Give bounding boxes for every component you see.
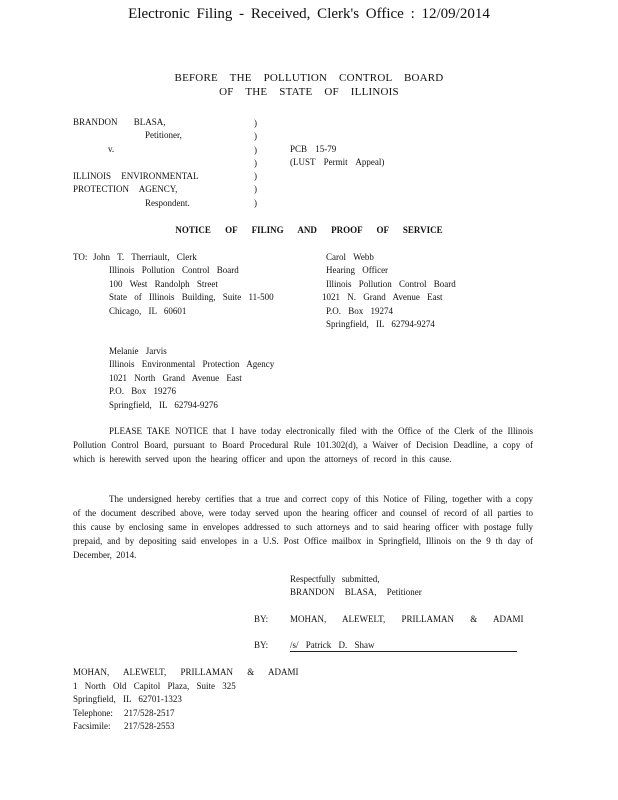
recipient-agency-line4: P.O. Box 19276 (109, 386, 177, 396)
recipient-agency-line5: Springfield, IL 62794-9276 (109, 400, 218, 410)
respectfully-submitted: Respectfully submitted, (290, 574, 380, 584)
recipient-hearing-line5: P.O. Box 19274 (326, 306, 394, 316)
firm-address1: 1 North Old Capitol Plaza, Suite 325 (73, 681, 236, 691)
recipient-hearing-line6: Springfield, IL 62794-9274 (326, 319, 435, 329)
firm-facsimile: 217/528-2553 (124, 721, 175, 731)
respondent-line2: PROTECTION AGENCY, (73, 184, 178, 194)
recipient-clerk-line5: Chicago, IL 60601 (109, 306, 187, 316)
signature-line (290, 651, 517, 652)
recipient-hearing-line4: 1021 N. Grand Avenue East (322, 292, 443, 302)
recipient-clerk-line2: Illinois Pollution Control Board (109, 265, 239, 275)
respondent-line1: ILLINOIS ENVIRONMENTAL (73, 171, 199, 181)
firm-address2: Springfield, IL 62701-1323 (73, 694, 182, 704)
recipient-agency-line3: 1021 North Grand Avenue East (109, 373, 242, 383)
court-title-line1: BEFORE THE POLLUTION CONTROL BOARD (174, 72, 444, 84)
recipient-hearing-line3: Illinois Pollution Control Board (326, 279, 456, 289)
petitioner-name: BRANDON BLASA, (73, 117, 166, 127)
notice-paragraph: PLEASE TAKE NOTICE that I have today electronically filed with the Office of the Clerk of the Illinois Pollution Control Board, pursuant to Board Procedural Rule 101.302(d), a Waiver of Decision Deadline, a copy of which is herewith served upon the hearing officer and upon the attorneys of record in this cause. (73, 426, 533, 464)
recipient-hearing-line1: Carol Webb (326, 252, 374, 262)
signature-party: BRANDON BLASA, Petitioner (290, 587, 422, 597)
petitioner-role: Petitioner, (145, 130, 182, 140)
to-label: TO: (73, 252, 88, 262)
recipient-agency-line1: Melanie Jarvis (109, 346, 167, 356)
caption-paren-column: ) ) ) ) ) ) ) (254, 118, 257, 208)
case-number: PCB 15-79 (290, 144, 337, 154)
recipient-clerk-line3: 100 West Randolph Street (109, 279, 218, 289)
notice-title: NOTICE OF FILING AND PROOF OF SERVICE (175, 225, 443, 235)
by-label-firm: BY: (254, 614, 269, 624)
respondent-role: Respondent. (145, 198, 190, 208)
electronic-signature: /s/ Patrick D. Shaw (290, 640, 375, 650)
recipient-hearing-line2: Hearing Officer (326, 265, 389, 275)
firm-facsimile-label: Facsimile: (73, 721, 111, 731)
by-label-signed: BY: (254, 640, 269, 650)
firm-name: MOHAN, ALEWELT, PRILLAMAN & ADAMI (73, 667, 299, 677)
recipient-clerk-line1: John T. Therriault, Clerk (93, 252, 197, 262)
firm-telephone-label: Telephone: (73, 708, 113, 718)
certificate-paragraph: The undersigned hereby certifies that a true and correct copy of this Notice of Filing, together with a copy of the document described above, were today served upon the hearing officer and counsel of record of all parties to this cause by enclosing same in envelopes addressed to such attorneys and to said hearing officer with postage fully prepaid, and by depositing said envelopes in a U.S. Post Office mailbox in Springfield, Illinois on the 9 th day of December, 2014. (73, 494, 533, 560)
case-type: (LUST Permit Appeal) (290, 157, 385, 167)
versus-label: v. (108, 144, 115, 154)
firm-telephone: 217/528-2517 (124, 708, 175, 718)
recipient-clerk-line4: State of Illinois Building, Suite 11-500 (109, 292, 274, 302)
signature-firm: MOHAN, ALEWELT, PRILLAMAN & ADAMI (290, 614, 524, 624)
court-title-line2: OF THE STATE OF ILLINOIS (219, 86, 399, 98)
filing-stamp-header: Electronic Filing - Received, Clerk's Office : 12/09/2014 (128, 6, 490, 22)
recipient-agency-line2: Illinois Environmental Protection Agency (109, 359, 275, 369)
